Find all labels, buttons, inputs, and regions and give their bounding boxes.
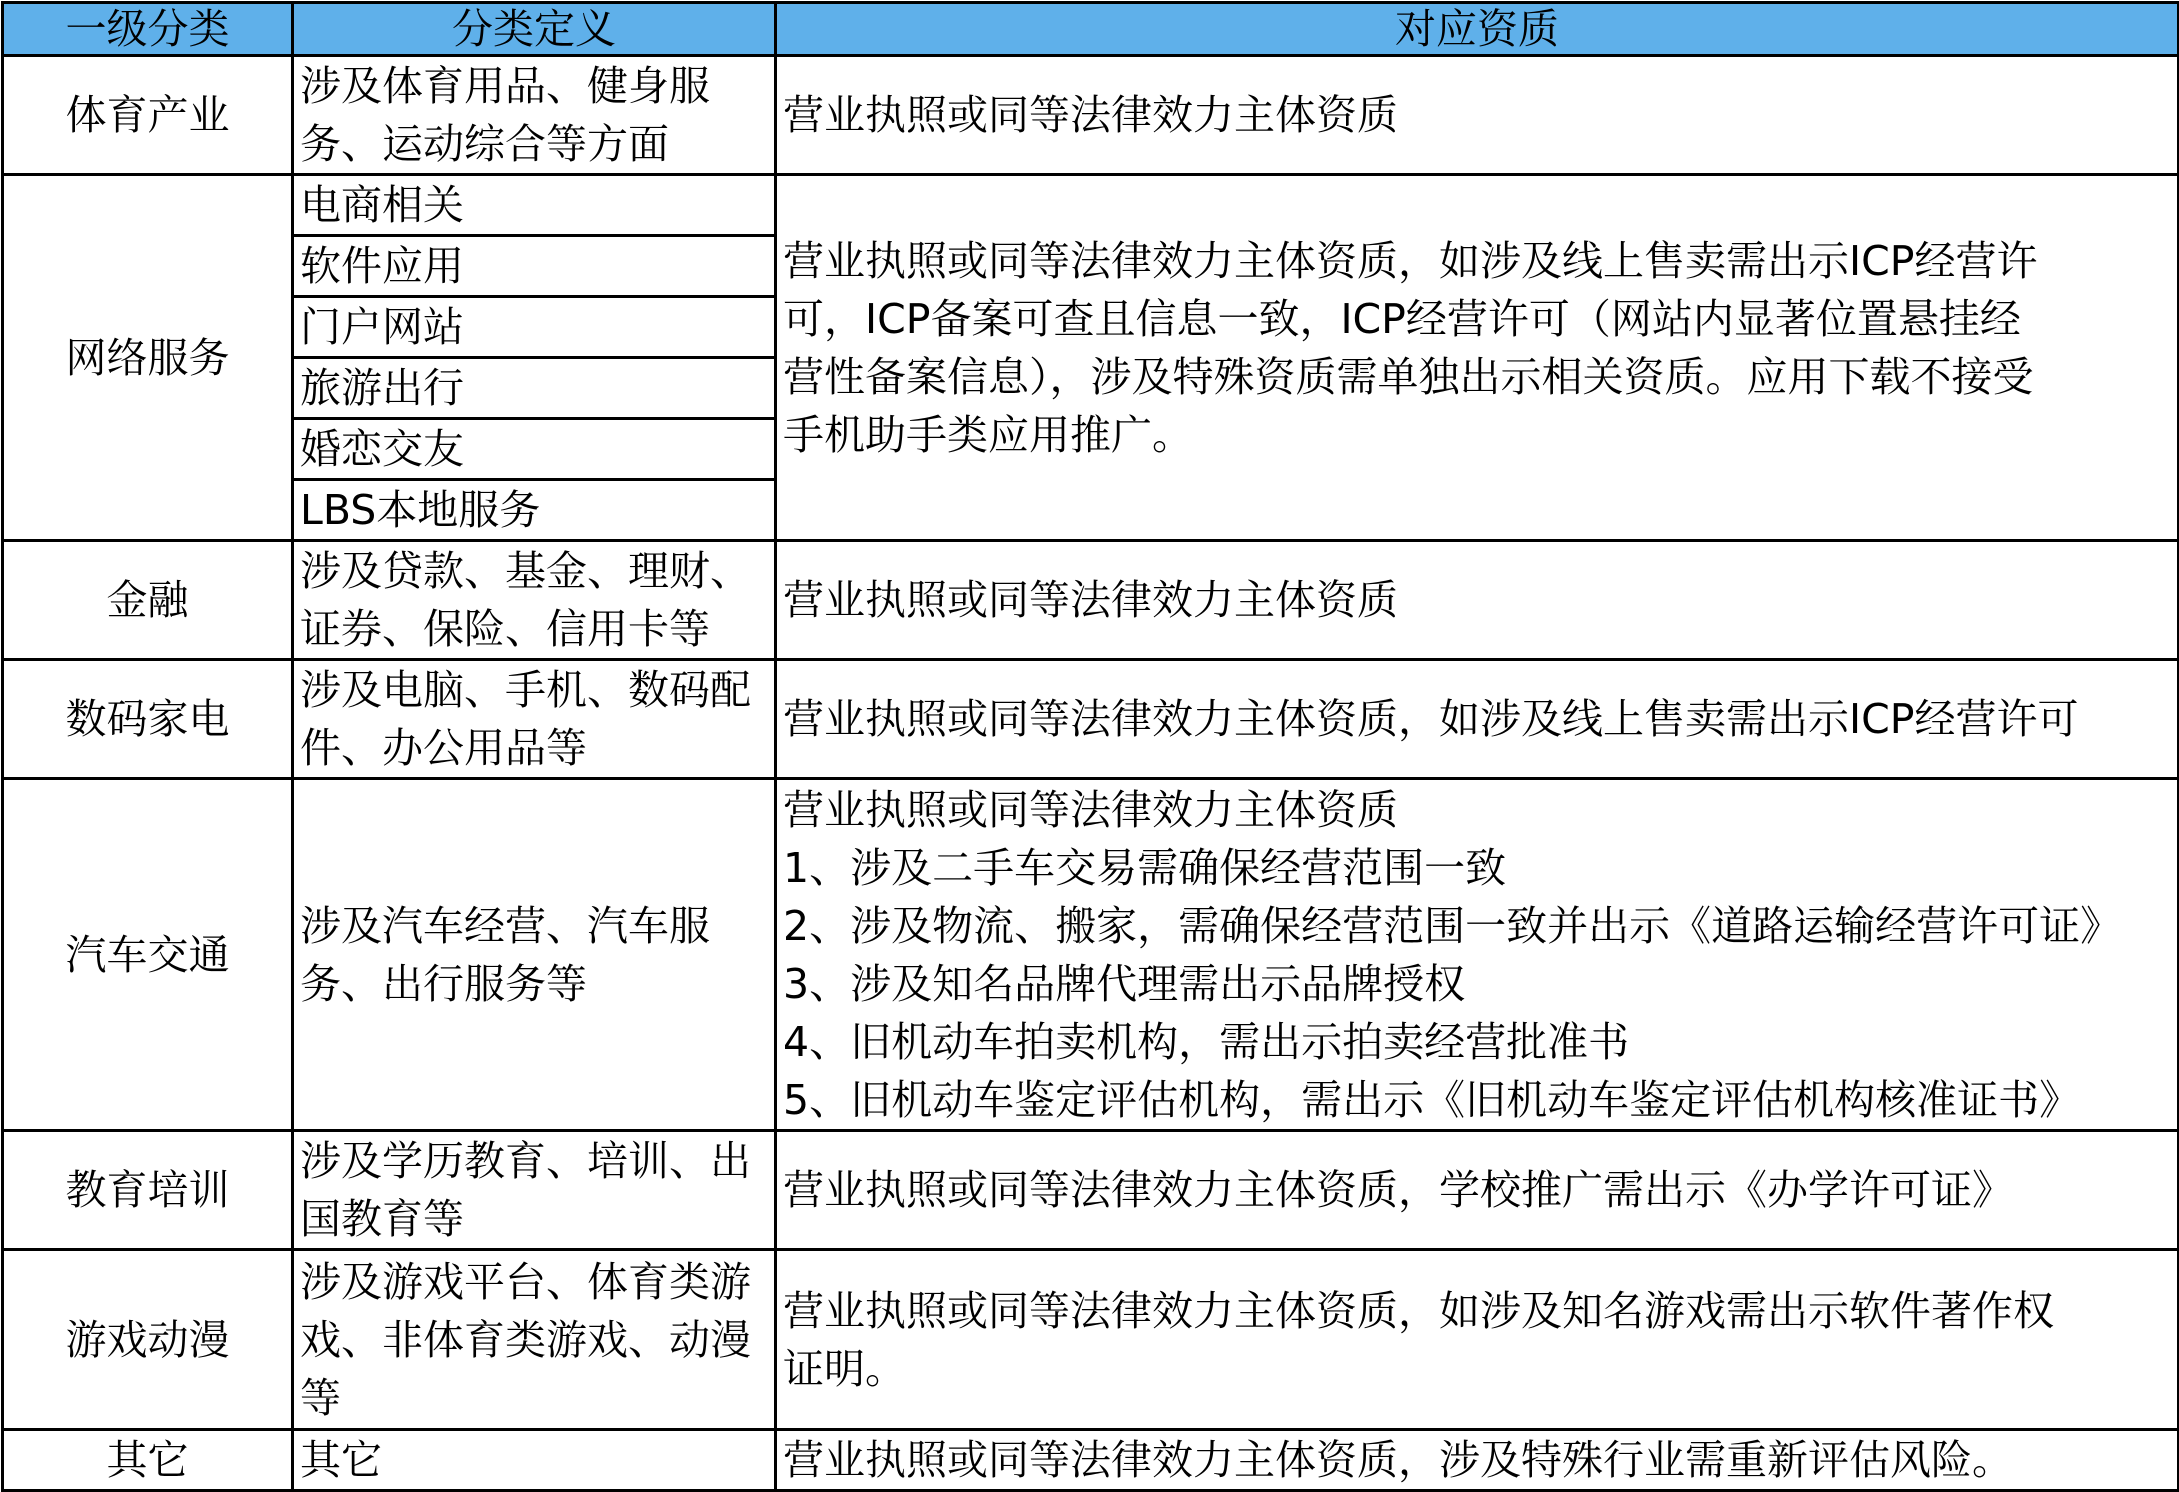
qualification-cell (776, 175, 2179, 541)
table-row (3, 1250, 2179, 1430)
table-row (3, 1131, 2179, 1250)
qualification-cell (776, 779, 2179, 1131)
table-row (3, 56, 2179, 175)
category-cell: 体育产业 (3, 56, 293, 175)
category-cell: 游戏动漫 (3, 1250, 293, 1430)
definition-cell (293, 779, 776, 1131)
header-definition: 分类定义 (293, 3, 776, 56)
category-cell: 教育培训 (3, 1131, 293, 1250)
category-cell: 其它 (3, 1430, 293, 1491)
qualification-text: 营业执照或同等法律效力主体资质，如涉及线上售卖需出示ICP经营许可，ICP备案可查且信息一致，ICP经营许可（网站内显著位置悬挂经营性备案信息），涉及特殊资质需单独出示相关资质。应用下载不接受手机助手类应用推广。 (783, 237, 2038, 459)
header-qualification: 对应资质 (776, 3, 2179, 56)
definition-cell (293, 660, 776, 779)
table-row (3, 1430, 2179, 1491)
definition-text: 涉及游戏平台、体育类游戏、非体育类游戏、动漫等 (300, 1257, 751, 1422)
category-cell: 网络服务 (3, 175, 293, 541)
table-row (3, 779, 2179, 1131)
definition-cell: 电商相关 (293, 175, 776, 236)
qualification-cell: 营业执照或同等法律效力主体资质 (776, 541, 2179, 660)
definition-text: 涉及体育用品、健身服务、运动综合等方面 (300, 62, 710, 168)
definition-cell (293, 1131, 776, 1250)
definition-text: 涉及电脑、手机、数码配件、办公用品等 (300, 666, 751, 772)
qualification-line: 4、旧机动车拍卖机构，需出示拍卖经营批准书 (783, 1017, 1630, 1066)
definition-text: 涉及学历教育、培训、出国教育等 (300, 1137, 751, 1243)
definition-cell: 软件应用 (293, 236, 776, 297)
definition-cell: 其它 (293, 1430, 776, 1491)
table-row (3, 541, 2179, 660)
definition-cell: LBS本地服务 (293, 480, 776, 541)
definition-cell: 门户网站 (293, 297, 776, 358)
definition-cell (293, 56, 776, 175)
definition-text: 涉及汽车经营、汽车服务、出行服务等 (300, 901, 710, 1008)
qualification-line: 3、涉及知名品牌代理需出示品牌授权 (783, 959, 1466, 1008)
header-category: 一级分类 (3, 3, 293, 56)
category-cell: 汽车交通 (3, 779, 293, 1131)
definition-cell (293, 1250, 776, 1430)
qualification-line: 5、旧机动车鉴定评估机构，需出示《旧机动车鉴定评估机构核准证书》 (783, 1075, 2081, 1124)
qualification-cell (776, 1250, 2179, 1430)
qualification-line: 1、涉及二手车交易需确保经营范围一致 (783, 843, 1507, 892)
category-cell: 金融 (3, 541, 293, 660)
qualification-table (1, 1, 2179, 1492)
qualification-line: 2、涉及物流、搬家，需确保经营范围一致并出示《道路运输经营许可证》 (783, 901, 2122, 950)
qualification-cell: 营业执照或同等法律效力主体资质，如涉及线上售卖需出示ICP经营许可 (776, 660, 2179, 779)
definition-cell: 婚恋交友 (293, 419, 776, 480)
qualification-cell: 营业执照或同等法律效力主体资质 (776, 56, 2179, 175)
category-cell: 数码家电 (3, 660, 293, 779)
definition-cell: 旅游出行 (293, 358, 776, 419)
qualification-cell: 营业执照或同等法律效力主体资质，涉及特殊行业需重新评估风险。 (776, 1430, 2179, 1491)
qualification-cell: 营业执照或同等法律效力主体资质，学校推广需出示《办学许可证》 (776, 1131, 2179, 1250)
definition-text: 涉及贷款、基金、理财、证券、保险、信用卡等 (300, 547, 751, 653)
table-row (3, 175, 2179, 236)
qualification-line: 营业执照或同等法律效力主体资质 (783, 785, 1398, 834)
table-row (3, 660, 2179, 779)
qualification-text: 营业执照或同等法律效力主体资质，如涉及知名游戏需出示软件著作权证明。 (783, 1286, 2054, 1393)
header-row (3, 3, 2179, 56)
definition-cell (293, 541, 776, 660)
